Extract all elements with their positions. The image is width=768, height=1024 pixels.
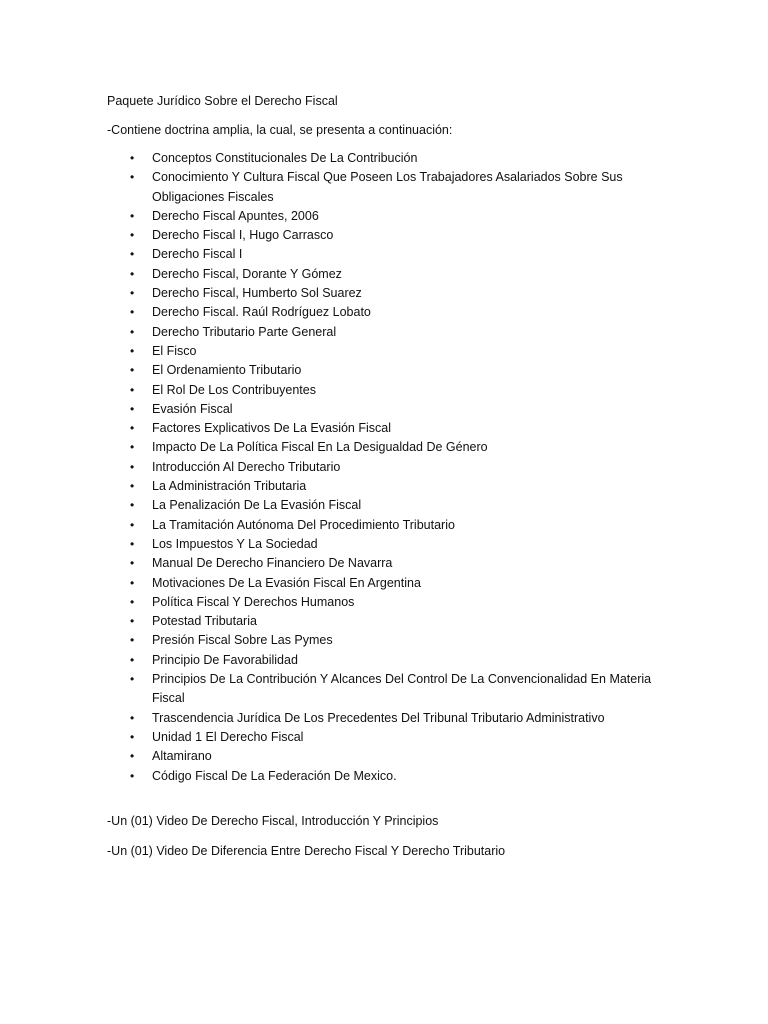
bullet-icon: • xyxy=(130,343,135,358)
bullet-icon: • xyxy=(130,440,135,455)
list-item-text: Motivaciones De La Evasión Fiscal En Argentina xyxy=(152,575,421,590)
list-item xyxy=(0,709,662,728)
bullet-icon: • xyxy=(130,749,135,764)
bullet-icon: • xyxy=(130,208,135,223)
list-item-text: Introducción Al Derecho Tributario xyxy=(152,459,341,474)
bullet-icon: • xyxy=(130,768,135,783)
list-item-text: Presión Fiscal Sobre Las Pymes xyxy=(152,633,333,648)
intro-text: -Contiene doctrina amplia, la cual, se presenta a continuación: xyxy=(107,123,453,137)
bullet-icon: • xyxy=(130,498,135,513)
bullet-icon: • xyxy=(130,556,135,571)
list-item xyxy=(0,728,662,747)
list-item xyxy=(0,207,662,226)
list-item xyxy=(0,226,662,245)
list-item xyxy=(0,496,662,515)
video-line-1: -Un (01) Video De Derecho Fiscal, Introducción Y Principios xyxy=(107,814,439,828)
list-item-text: Altamirano xyxy=(152,749,212,764)
list-item xyxy=(0,767,662,786)
bullet-icon: • xyxy=(130,614,135,629)
list-item xyxy=(0,516,662,535)
bullet-icon: • xyxy=(130,151,135,165)
list-item-text: Principios De La Contribución Y Alcances Del Control De La Convencionalidad En Materia Fiscal xyxy=(152,672,652,706)
list-item-text: La Tramitación Autónoma Del Procedimiento Tributario xyxy=(152,517,455,532)
list-item xyxy=(0,458,662,477)
list-item-text: Los Impuestos Y La Sociedad xyxy=(152,536,318,551)
bullet-icon: • xyxy=(130,382,135,397)
list-item-text: Derecho Tributario Parte General xyxy=(152,324,337,339)
list-item xyxy=(0,381,662,400)
list-item xyxy=(0,747,662,766)
list-item-text: El Rol De Los Contribuyentes xyxy=(152,382,316,397)
bullet-icon: • xyxy=(130,401,135,416)
video-line-2: -Un (01) Video De Diferencia Entre Derecho Fiscal Y Derecho Tributario xyxy=(107,844,506,858)
list-item-text: Evasión Fiscal xyxy=(152,401,233,416)
list-item xyxy=(0,631,662,650)
bullet-icon: • xyxy=(130,517,135,532)
list-item xyxy=(0,670,662,709)
list-item xyxy=(0,438,662,457)
list-item xyxy=(0,342,662,361)
list-item-text: Conocimiento Y Cultura Fiscal Que Poseen Los Trabajadores Asalariados Sobre Sus Obligaciones Fiscales xyxy=(152,170,623,204)
list-item-text: Derecho Fiscal Apuntes, 2006 xyxy=(152,208,319,223)
list-item-text: Conceptos Constitucionales De La Contribución xyxy=(152,151,418,165)
list-item xyxy=(0,361,662,380)
list-item xyxy=(0,400,662,419)
list-item-text: Impacto De La Política Fiscal En La Desigualdad De Género xyxy=(152,440,488,455)
bullet-icon: • xyxy=(130,286,135,301)
list-item-text: La Penalización De La Evasión Fiscal xyxy=(152,498,362,513)
bullet-icon: • xyxy=(130,459,135,474)
bullet-icon: • xyxy=(130,266,135,281)
list-item-text: El Fisco xyxy=(152,343,197,358)
bullet-icon: • xyxy=(130,421,135,436)
bullet-icon: • xyxy=(130,228,135,243)
list-item xyxy=(0,419,662,438)
list-item-text: Potestad Tributaria xyxy=(152,614,257,629)
list-item-text: Manual De Derecho Financiero De Navarra xyxy=(152,556,393,571)
bullet-icon: • xyxy=(130,324,135,339)
bullet-icon: • xyxy=(130,479,135,494)
list-item-text: Derecho Fiscal, Dorante Y Gómez xyxy=(152,266,342,281)
list-item xyxy=(0,477,662,496)
list-item-text: Derecho Fiscal I, Hugo Carrasco xyxy=(152,228,334,243)
list-item xyxy=(0,323,662,342)
bullet-icon: • xyxy=(130,536,135,551)
list-item-text: Derecho Fiscal, Humberto Sol Suarez xyxy=(152,286,362,301)
list-item-text: Derecho Fiscal I xyxy=(152,247,243,262)
list-item xyxy=(0,651,662,670)
document-title: Paquete Jurídico Sobre el Derecho Fiscal xyxy=(107,94,338,108)
list-item-text: El Ordenamiento Tributario xyxy=(152,363,302,378)
list-item xyxy=(0,265,662,284)
list-item xyxy=(0,535,662,554)
bullet-icon: • xyxy=(130,652,135,667)
list-item xyxy=(0,284,662,303)
list-item-text: Trascendencia Jurídica De Los Precedentes Del Tribunal Tributario Administrativo xyxy=(152,710,605,725)
list-item xyxy=(0,554,662,573)
list-item xyxy=(0,245,662,264)
list-item-text: Principio De Favorabilidad xyxy=(152,652,298,667)
doctrine-list xyxy=(0,149,768,786)
bullet-icon: • xyxy=(130,363,135,378)
bullet-icon: • xyxy=(130,594,135,609)
bullet-icon: • xyxy=(130,729,135,744)
list-item-text: Factores Explicativos De La Evasión Fiscal xyxy=(152,421,391,436)
list-item xyxy=(0,303,662,322)
list-item xyxy=(0,574,662,593)
bullet-icon: • xyxy=(130,305,135,320)
list-item xyxy=(0,149,662,168)
bullet-icon: • xyxy=(130,247,135,262)
list-item-text: Código Fiscal De La Federación De Mexico. xyxy=(152,768,397,783)
bullet-icon: • xyxy=(130,633,135,648)
bullet-icon: • xyxy=(130,672,135,687)
list-item xyxy=(0,168,662,207)
list-item xyxy=(0,593,662,612)
list-item-text: Derecho Fiscal. Raúl Rodríguez Lobato xyxy=(152,305,371,320)
list-item-text: Unidad 1 El Derecho Fiscal xyxy=(152,729,304,744)
list-item-text: La Administración Tributaria xyxy=(152,479,307,494)
list-item xyxy=(0,612,662,631)
bullet-icon: • xyxy=(130,170,135,185)
list-item-text: Política Fiscal Y Derechos Humanos xyxy=(152,594,355,609)
bullet-icon: • xyxy=(130,710,135,725)
bullet-icon: • xyxy=(130,575,135,590)
